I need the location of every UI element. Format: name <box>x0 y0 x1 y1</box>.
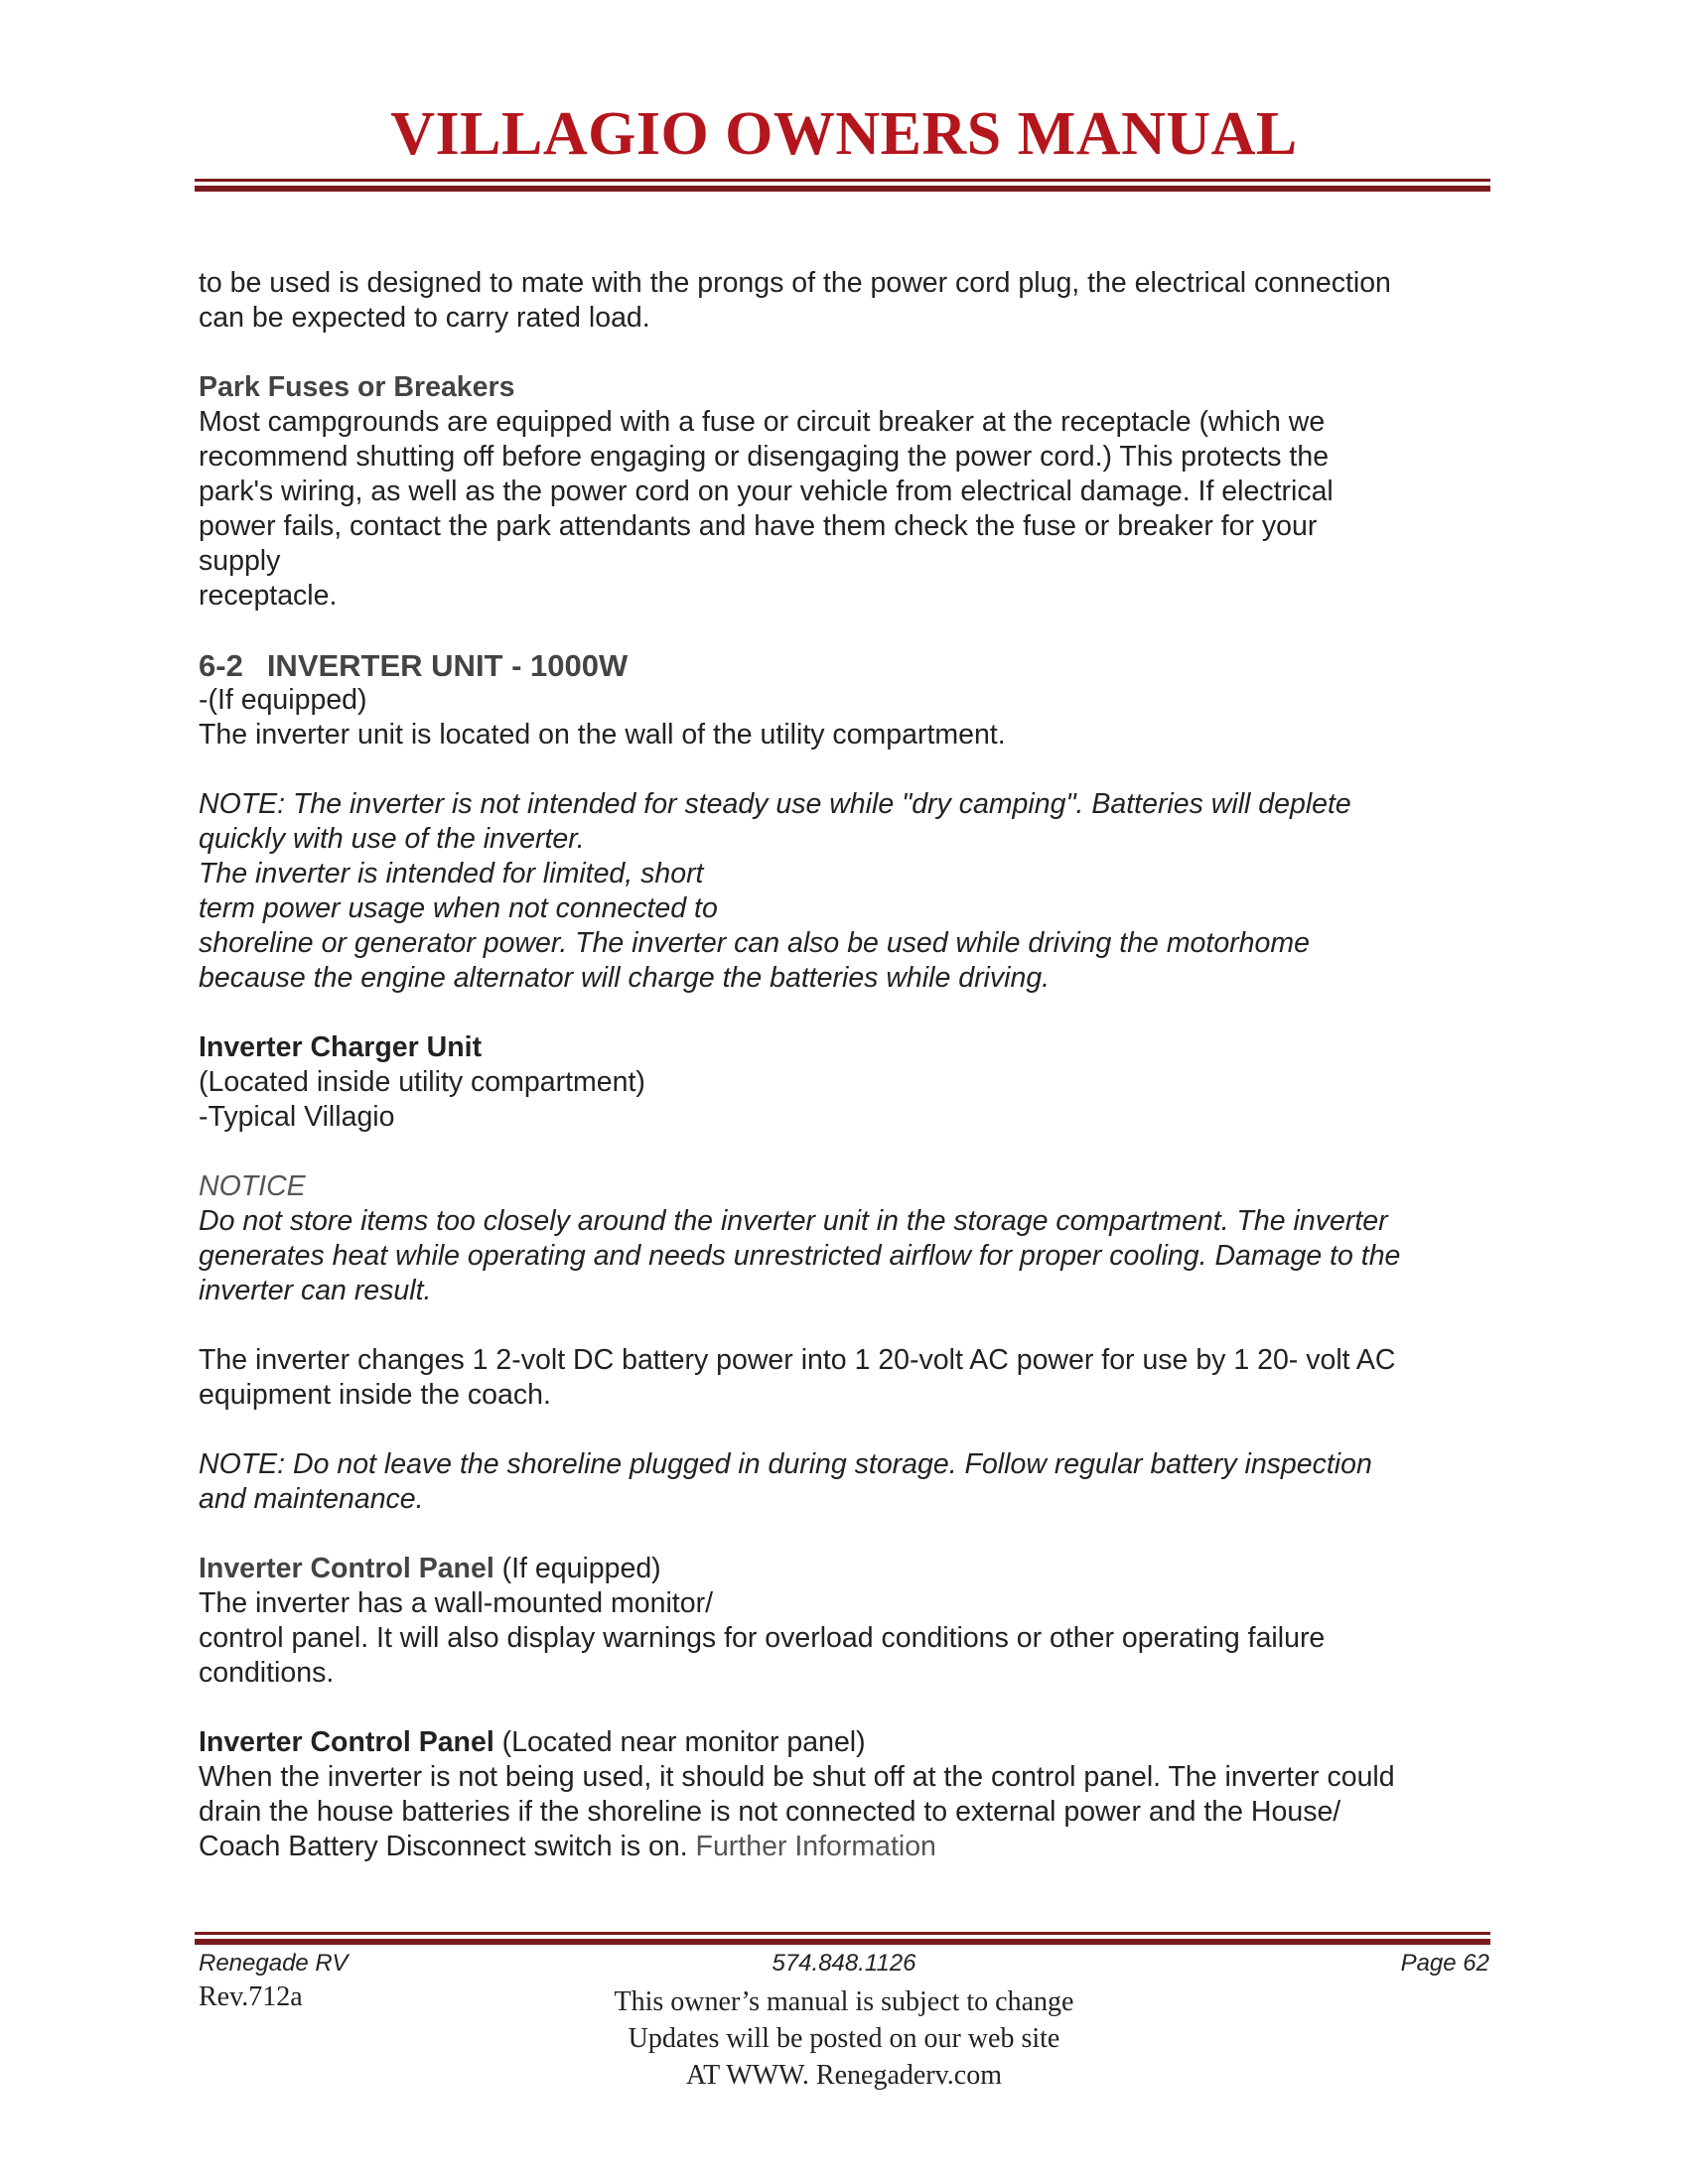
section-number: 6-2 <box>199 648 243 683</box>
control-panel-last-line <box>199 1830 1489 1864</box>
note-line: NOTE: The inverter is not intended for steady use while "dry camping". Batteries will deplete <box>199 788 1351 820</box>
storage-note-line: NOTE: Do not leave the shoreline plugged in during storage. Follow regular battery inspection <box>199 1448 1372 1480</box>
control-panel-line: When the inverter is not being used, it should be shut off at the control panel. The inverter could <box>199 1761 1395 1793</box>
control-panel-heading-1 <box>199 1552 1489 1586</box>
disclaimer-line: This owner’s manual is subject to change <box>614 1986 1074 2017</box>
footer-rule-thin <box>195 1932 1490 1935</box>
section-title: INVERTER UNIT - 1000W <box>266 648 629 683</box>
notice-line: Do not store items too closely around the inverter unit in the storage compartment. The inverter <box>199 1205 1388 1237</box>
park-fuses-line: Most campgrounds are equipped with a fuse or circuit breaker at the receptacle (which we <box>199 406 1326 438</box>
inverter-section-heading <box>199 648 1489 683</box>
footer-page-number: Page 62 <box>1400 1950 1489 1977</box>
control-panel-line: conditions. <box>199 1657 335 1689</box>
footer-disclaimer <box>0 1983 1688 2094</box>
note-line: shoreline or generator power. The inverter can also be used while driving the motorhome <box>199 927 1310 959</box>
header-rule-thin <box>195 179 1490 182</box>
notice-heading: NOTICE <box>199 1170 306 1202</box>
footer-revision: Rev.712a <box>199 1981 303 2012</box>
notice-line: generates heat while operating and needs unrestricted airflow for proper cooling. Damage to the <box>199 1240 1401 1272</box>
control-panel-line: The inverter has a wall-mounted monitor/ <box>199 1587 713 1619</box>
park-fuses-line: recommend shutting off before engaging or disengaging the power cord.) This protects the <box>199 441 1330 473</box>
note-line: quickly with use of the inverter. <box>199 823 585 855</box>
inverter-section-line: -(If equipped) <box>199 684 367 716</box>
further-information-link[interactable]: Further Information <box>695 1831 936 1862</box>
control-panel-suffix: (Located near monitor panel) <box>493 1726 866 1758</box>
control-panel-text: Coach Battery Disconnect switch is on. <box>199 1831 696 1862</box>
disclaimer-line: Updates will be posted on our web site <box>628 2023 1060 2054</box>
park-fuses-line: power fails, contact the park attendants and have them check the fuse or breaker for your <box>199 510 1318 542</box>
park-fuses-line: park's wiring, as well as the power cord on your vehicle from electrical damage. If electrical <box>199 476 1334 507</box>
note-line: because the engine alternator will charge the batteries while driving. <box>199 962 1051 994</box>
footer-phone: 574.848.1126 <box>772 1950 916 1977</box>
footer-company: Renegade RV <box>199 1950 349 1977</box>
note-line: term power usage when not connected to <box>199 892 718 924</box>
intro-line: to be used is designed to mate with the prongs of the power cord plug, the electrical connection <box>199 267 1391 299</box>
notice-line: inverter can result. <box>199 1275 432 1306</box>
footer-rule-thick <box>195 1939 1490 1945</box>
control-panel-suffix: (If equipped) <box>493 1553 661 1584</box>
intro-line: can be expected to carry rated load. <box>199 302 650 334</box>
inverter-section-line: The inverter unit is located on the wall of the utility compartment. <box>199 719 1006 751</box>
header-rule-thick <box>195 186 1490 192</box>
disclaimer-line: AT WWW. Renegaderv.com <box>685 2060 1003 2091</box>
park-fuses-line: supply <box>199 545 281 577</box>
inverter-changes-line: equipment inside the coach. <box>199 1379 551 1411</box>
control-panel-heading-2 <box>199 1725 1489 1760</box>
charger-unit-line: -Typical Villagio <box>199 1101 395 1133</box>
note-line: The inverter is intended for limited, short <box>199 858 704 889</box>
charger-unit-line: (Located inside utility compartment) <box>199 1066 645 1098</box>
park-fuses-line: receptacle. <box>199 580 338 612</box>
manual-body <box>199 266 1489 1864</box>
page-title: VILLAGIO OWNERS MANUAL <box>390 100 1298 168</box>
control-panel-title: Inverter Control Panel <box>199 1726 494 1758</box>
control-panel-line: drain the house batteries if the shoreline is not connected to external power and the House/ <box>199 1796 1341 1828</box>
control-panel-title: Inverter Control Panel <box>199 1553 494 1584</box>
storage-note-line: and maintenance. <box>199 1483 424 1515</box>
inverter-changes-line: The inverter changes 1 2-volt DC battery power into 1 20-volt AC power for use by 1 20- volt AC <box>199 1344 1396 1376</box>
park-fuses-heading: Park Fuses or Breakers <box>199 371 515 403</box>
control-panel-line: control panel. It will also display warnings for overload conditions or other operating failure <box>199 1622 1326 1654</box>
charger-unit-heading: Inverter Charger Unit <box>199 1031 483 1063</box>
